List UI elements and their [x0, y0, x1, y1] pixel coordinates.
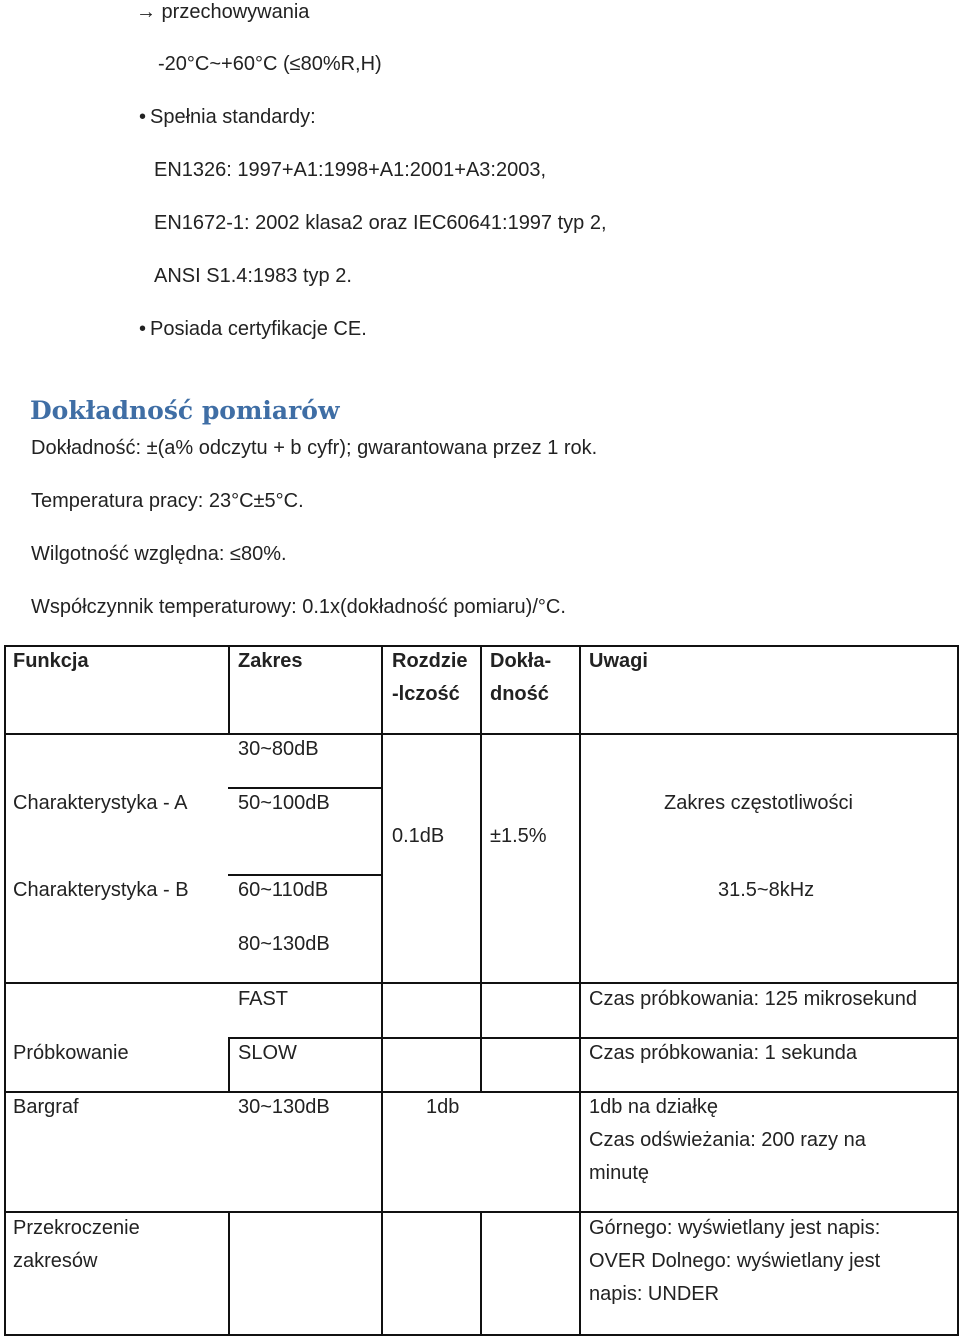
table-col-rule	[579, 645, 581, 1336]
range-cell: 60~110dB	[238, 879, 329, 901]
standard-line: EN1326: 1997+A1:1998+A1:2001+A3:2003,	[154, 159, 547, 181]
storage-label: → przechowywania	[136, 1, 310, 23]
note-cell: Czas próbkowania: 125 mikrosekund	[589, 988, 917, 1010]
resolution-cell: 0.1dB	[392, 825, 445, 847]
header-uwagi: Uwagi	[589, 650, 648, 672]
standard-line: EN1672-1: 2002 klasa2 oraz IEC60641:1997 typ 2,	[154, 212, 607, 234]
standard-line: ANSI S1.4:1983 typ 2.	[154, 265, 352, 287]
table-rule	[4, 1091, 958, 1093]
accuracy-line: Dokładność: ±(a% odczytu + b cyfr); gwarantowana przez 1 rok.	[31, 437, 598, 459]
note-cell: 1db na działkę	[589, 1096, 718, 1118]
standards-bullet: •	[139, 106, 147, 128]
sampling-mode-cell: FAST	[238, 988, 289, 1010]
table-col-rule	[228, 1037, 230, 1091]
range-cell: 30~80dB	[238, 738, 319, 760]
header-rozdzielczosc-line2: -lczość	[392, 683, 460, 705]
table-col-rule	[480, 1211, 482, 1336]
standards-title: Spełnia standardy:	[150, 106, 316, 128]
function-cell: Próbkowanie	[13, 1042, 129, 1064]
humidity-line: Wilgotność względna: ≤80%.	[31, 543, 287, 565]
note-cell: minutę	[589, 1162, 650, 1184]
storage-range: -20°C~+60°C (≤80%R,H)	[158, 53, 382, 75]
temp-coefficient-line: Współczynnik temperaturowy: 0.1x(dokładność pomiaru)/°C.	[31, 596, 566, 618]
range-cell: 80~130dB	[238, 933, 330, 955]
certification-bullet: •	[139, 318, 147, 340]
function-cell: Przekroczenie	[13, 1217, 140, 1239]
header-funkcja: Funkcja	[13, 650, 89, 672]
function-cell: Charakterystyka - B	[13, 879, 189, 901]
table-border-left	[4, 645, 6, 1336]
temperature-line: Temperatura pracy: 23°C±5°C.	[31, 490, 304, 512]
table-col-rule	[381, 645, 383, 1336]
note-cell: 31.5~8kHz	[718, 879, 815, 901]
certification-text: Posiada certyfikacje CE.	[150, 318, 367, 340]
accuracy-cell: ±1.5%	[490, 825, 547, 847]
function-cell: Charakterystyka - A	[13, 792, 188, 814]
note-cell: napis: UNDER	[589, 1283, 720, 1305]
note-cell: Górnego: wyświetlany jest napis:	[589, 1217, 881, 1239]
accuracy-heading: Dokładność pomiarów	[30, 396, 340, 425]
note-cell: Zakres częstotliwości	[664, 792, 853, 814]
resolution-cell: 1db	[426, 1096, 460, 1118]
range-cell: 50~100dB	[238, 792, 330, 814]
note-cell: Czas odświeżania: 200 razy na	[589, 1129, 866, 1151]
header-zakres: Zakres	[238, 650, 303, 672]
header-dokladnosc-line2: dność	[490, 683, 549, 705]
table-border-right	[957, 645, 959, 1336]
table-col-rule	[228, 645, 230, 733]
note-cell: Czas próbkowania: 1 sekunda	[589, 1042, 857, 1064]
header-dokladnosc-line1: Dokła-	[490, 650, 552, 672]
header-rozdzielczosc-line1: Rozdzie	[392, 650, 468, 672]
table-col-rule	[228, 1211, 230, 1336]
function-cell: Bargraf	[13, 1096, 79, 1118]
table-col-rule	[480, 645, 482, 1091]
sampling-mode-cell: SLOW	[238, 1042, 297, 1064]
range-cell: 30~130dB	[238, 1096, 330, 1118]
function-cell: zakresów	[13, 1250, 98, 1272]
note-cell: OVER Dolnego: wyświetlany jest	[589, 1250, 881, 1272]
